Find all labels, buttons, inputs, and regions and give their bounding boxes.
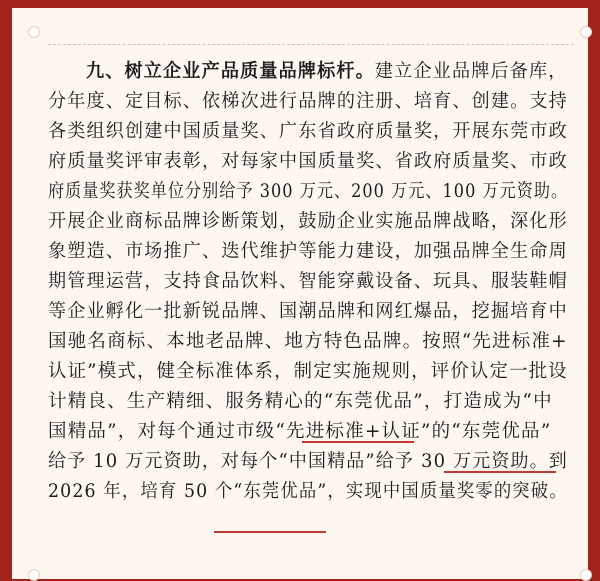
dashed-divider bbox=[48, 44, 574, 45]
paragraph-line: 府质量奖获奖单位分别给予 300 万元、200 万元、100 万元资助。 bbox=[48, 181, 569, 202]
paragraph-line: 计精良、生产精细、服务精心的“东莞优品”，打造成为“中 bbox=[48, 391, 553, 412]
paragraph-line: 2026 年，培育 50 个“东莞优品”，实现中国质量奖零的突破。 bbox=[48, 481, 568, 502]
highlight-underline bbox=[302, 441, 414, 443]
section-heading: 九、树立企业产品质量品牌标杆。 bbox=[86, 61, 375, 82]
binder-hole-icon bbox=[28, 26, 40, 38]
highlight-underline bbox=[214, 531, 326, 533]
highlight-underline bbox=[444, 471, 556, 473]
paragraph-line: 认证”模式，健全标准体系，制定实施规则，评价认定一批设 bbox=[48, 361, 568, 382]
paragraph-line: 府质量奖评审表彰，对每家中国质量奖、省政府质量奖、市政 bbox=[48, 151, 568, 172]
paragraph-line: 象塑造、市场推广、迭代维护等能力建设，加强品牌全生命周 bbox=[48, 241, 568, 262]
binder-hole-icon bbox=[28, 569, 40, 581]
paragraph-line: 开展企业商标品牌诊断策划，鼓励企业实施品牌战略，深化形 bbox=[48, 211, 568, 232]
binder-hole-icon bbox=[580, 569, 592, 581]
binder-hole-icon bbox=[580, 26, 592, 38]
paragraph-line: 国驰名商标、本地老品牌、地方特色品牌。按照“先进标准+ bbox=[48, 331, 568, 352]
paragraph-line: 给予 10 万元资助，对每个“中国精品”给予 30 万元资助。到 bbox=[48, 451, 568, 472]
paragraph-line: 期管理运营，支持食品饮料、智能穿戴设备、玩具、服装鞋帽 bbox=[48, 271, 568, 292]
paragraph-line: 九、树立企业产品质量品牌标杆。建立企业品牌后备库， bbox=[86, 61, 568, 82]
paragraph-line: 分年度、定目标、依梯次进行品牌的注册、培育、创建。支持 bbox=[48, 91, 568, 112]
paragraph-line: 等企业孵化一批新锐品牌、国潮品牌和网红爆品，挖掘培育中 bbox=[48, 301, 568, 322]
paragraph-line: 国精品”，对每个通过市级“先进标准+认证”的“东莞优品” bbox=[48, 421, 552, 442]
paragraph-line: 各类组织创建中国质量奖、广东省政府质量奖，开展东莞市政 bbox=[48, 121, 568, 142]
